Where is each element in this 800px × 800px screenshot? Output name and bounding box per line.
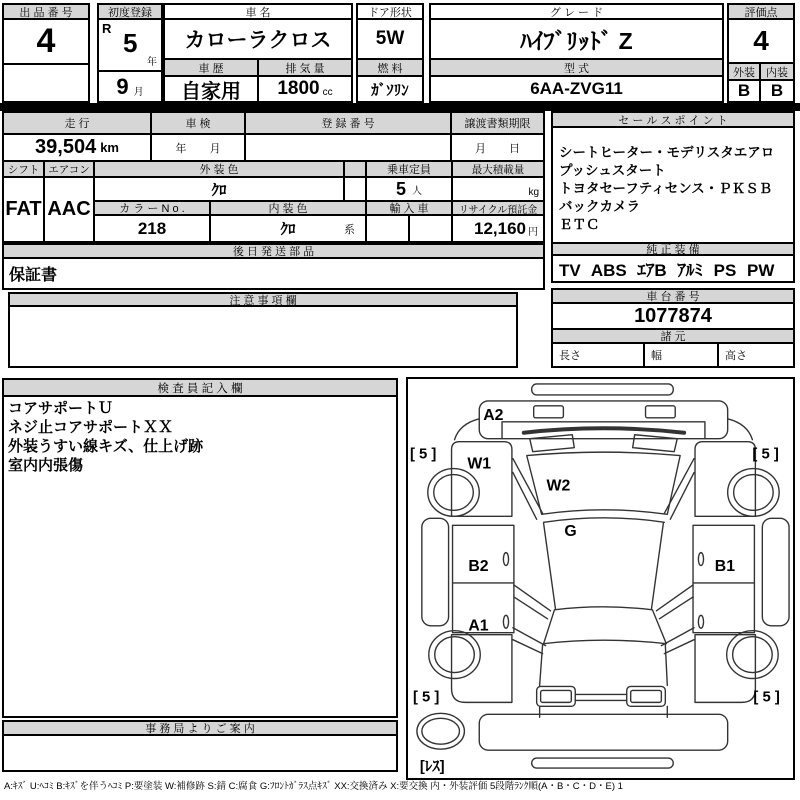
registration-no-value — [246, 135, 452, 162]
transfer-deadline-value-cell — [452, 135, 543, 162]
history-label: 車 歴 — [165, 60, 259, 77]
caution-label: 注 意 事 項 欄 — [10, 294, 516, 307]
door-handle-rear-right — [698, 615, 703, 628]
history-value: 自家用 — [165, 77, 259, 101]
door-handle-front-left — [503, 553, 508, 566]
recycle-unit: 円 — [528, 227, 538, 238]
mileage-unit: km — [100, 140, 119, 155]
office-value — [4, 736, 396, 770]
mileage-label: 走 行 — [4, 113, 152, 135]
color-no-value: 218 — [95, 216, 211, 241]
displacement-value: 1800 — [277, 78, 320, 99]
lot-label: 出 品 番 号 — [4, 5, 88, 20]
a-pillar-left — [513, 459, 543, 520]
headlight-right — [646, 406, 676, 418]
roof-front-line — [544, 518, 665, 522]
wiper-right — [633, 435, 678, 452]
separator-bar — [0, 103, 800, 111]
wheel-rear-left — [429, 631, 480, 679]
score-label: 評価点 — [729, 5, 793, 20]
inspector-note: ネジ止コアサポートＸＸ — [8, 419, 174, 436]
inspection-label: 車 検 — [152, 113, 246, 135]
inspector-note: コアサポートＵ — [8, 400, 114, 417]
office-box — [2, 720, 398, 772]
first-registration-box — [97, 3, 163, 103]
max-load-label: 最大積載量 — [453, 162, 543, 178]
front-fender-left — [452, 442, 512, 517]
car-diagram — [408, 379, 793, 778]
exterior-color-label: 外 装 色 — [95, 162, 345, 178]
sales-point-item: プッシュスタート — [559, 163, 666, 178]
front-connector-right — [728, 419, 753, 440]
diagram-label-g: G — [564, 523, 577, 541]
diagram-label-b2: B2 — [468, 558, 489, 576]
car-diagram-box — [406, 377, 795, 780]
wheel-rear-right-inner — [733, 637, 773, 673]
fuel-label: 燃 料 — [358, 60, 422, 77]
c-pillar-left-upper — [514, 585, 551, 619]
month-unit: 月 — [133, 87, 144, 98]
front-end-panel — [479, 401, 727, 439]
height-label: 高さ — [725, 350, 747, 362]
sales-point-item: シートヒーター・モデリスタエアロ — [559, 145, 775, 160]
front-connector-left — [455, 419, 480, 440]
spare-tire-label: [ﾚｽ] — [419, 759, 445, 776]
front-bumper-strip — [532, 384, 674, 395]
first-registration-month-cell — [99, 72, 161, 101]
c-pillar-right-lower — [661, 628, 694, 654]
rear-window — [544, 607, 667, 644]
car-name-label: 車 名 — [165, 5, 351, 20]
grade-box — [429, 3, 724, 103]
equipment-label: 純 正 装 備 — [553, 242, 793, 256]
door-handle-front-right — [698, 553, 703, 566]
taillight-left-inner — [541, 690, 572, 702]
displacement-label: 排 気 量 — [259, 60, 351, 77]
sales-point-item: ＥＴＣ — [559, 217, 600, 232]
wiper-left — [530, 435, 575, 452]
fuel-value: ｶﾞｿﾘﾝ — [371, 81, 409, 99]
taillight-bar — [575, 694, 626, 700]
dimensions-label: 諸 元 — [553, 330, 793, 344]
grade-label: グ レ ー ド — [431, 5, 722, 20]
interior-color-value-cell — [211, 216, 367, 241]
inspector-label: 検 査 員 記 入 欄 — [4, 380, 396, 397]
max-load-unit: kg — [453, 178, 543, 202]
cowl-strip — [524, 428, 684, 432]
inspector-box — [2, 378, 398, 718]
lot-box — [2, 3, 90, 103]
width-label: 幅 — [645, 344, 719, 366]
lot-empty-cell — [4, 65, 88, 101]
recycle-label: リサイクル預託金 — [453, 202, 543, 216]
mileage-value-cell — [4, 135, 152, 162]
capacity-value-cell — [367, 178, 453, 202]
rear-fender-right — [695, 635, 755, 703]
era-code: R — [102, 21, 112, 36]
interior-color-value: ｸﾛ — [280, 221, 296, 238]
car-name-value: カローラクロス — [165, 20, 351, 60]
exterior-label: 外装 — [729, 64, 761, 81]
wheel-rear-right — [727, 631, 778, 679]
inspection-month-placeholder: 月 — [209, 142, 221, 155]
c-pillar-left-lower — [513, 628, 546, 654]
door-box — [356, 3, 424, 103]
capacity-unit: 人 — [412, 186, 422, 197]
cabin-side-lines — [544, 523, 664, 609]
rear-bumper — [479, 714, 727, 750]
wheel-rear-left-inner — [435, 637, 475, 673]
equipment-value: TV ABS ｴｱB ｱﾙﾐ PS PW — [559, 261, 775, 280]
door-label: ドア形状 — [358, 5, 422, 20]
side-sill-left — [422, 518, 449, 625]
car-name-box — [163, 3, 353, 103]
tire-rating-rear-right: [ 5 ] — [753, 689, 780, 706]
registration-month: 9 — [116, 73, 129, 99]
displacement-unit: cc — [322, 87, 333, 98]
sales-points-label: セ ー ル ス ポ イ ン ト — [553, 113, 793, 128]
wheel-front-left-inner — [434, 475, 474, 511]
length-label: 長さ — [553, 344, 645, 366]
diagram-label-w2: W2 — [546, 477, 571, 495]
rear-fender-left — [452, 635, 512, 703]
damage-code-legend: A:ｷｽﾞ U:ﾍｺﾐ B:ｷｽﾞを伴うﾍｺﾐ P:要塗装 W:補修跡 S:錆 C:腐食 G:ﾌﾛﾝﾄｶﾞﾗｽ点ｷｽﾞ XX:交換済み X:要交換 内・外装評価 5段階ﾗﾝｸ順(A・B・C・D・E) 1 — [4, 781, 623, 792]
taillight-right-inner — [631, 690, 662, 702]
inspector-notes-list — [4, 399, 396, 475]
first-registration-label: 初度登録 — [99, 5, 161, 20]
inspector-note: 室内内張傷 — [8, 457, 84, 474]
spare-tire-inner — [422, 718, 460, 744]
taillight-left — [537, 686, 576, 706]
capacity-label: 乗車定員 — [367, 162, 453, 178]
door-value: 5W — [358, 20, 422, 60]
wheel-front-left — [428, 469, 479, 517]
spacer-header-cell — [345, 162, 367, 178]
color-no-label: カ ラ ー N o . — [95, 202, 211, 216]
later-parts-box — [2, 243, 545, 290]
interior-label: 内装 — [761, 64, 793, 81]
recycle-value: 12,160 — [474, 218, 526, 238]
tire-rating-rear-left: [ 5 ] — [412, 689, 440, 706]
exterior-color-value: ｸﾛ — [95, 178, 345, 202]
score-value: 4 — [729, 20, 793, 64]
mileage-value: 39,504 — [35, 136, 97, 158]
diagram-label-a2: A2 — [483, 406, 504, 424]
inspection-value-cell — [152, 135, 246, 162]
import-value-cell-1 — [367, 216, 410, 241]
aircon-value: AAC — [45, 178, 95, 241]
chassis-value: 1077874 — [553, 304, 793, 330]
shift-label: シフト — [4, 162, 45, 178]
wheel-front-right-inner — [734, 475, 774, 511]
inspection-year-placeholder: 年 — [175, 142, 187, 155]
interior-color-suffix: 系 — [344, 223, 355, 236]
diagram-label-b1: B1 — [714, 558, 736, 576]
c-pillar-right-upper — [656, 585, 693, 619]
rear-bumper-strip — [532, 758, 674, 768]
transfer-deadline-label: 譲渡書類期限 — [452, 113, 543, 135]
chassis-box — [551, 288, 795, 368]
interior-color-label: 内 装 色 — [211, 202, 367, 216]
shift-value: FAT — [4, 178, 45, 241]
sales-point-item: トヨタセーフティセンス・ＰＫＳＢ — [559, 181, 773, 196]
taillight-right — [627, 686, 666, 706]
displacement-value-cell — [259, 77, 351, 101]
recycle-value-cell — [453, 216, 543, 241]
caution-box — [8, 292, 518, 368]
later-parts-value: 保証書 — [9, 267, 58, 284]
first-registration-year-cell — [99, 20, 161, 72]
model-label: 型 式 — [431, 60, 722, 77]
tire-rating-front-left: [ 5 ] — [409, 446, 437, 463]
sales-point-item: バックカメラ — [559, 199, 640, 214]
sales-points-box — [551, 111, 795, 283]
tire-rating-front-right: [ 5 ] — [752, 446, 779, 463]
grade-value: ﾊｲﾌﾞﾘｯﾄﾞ Z — [431, 20, 722, 60]
sales-points-list — [553, 144, 793, 234]
model-value: 6AA-ZVG11 — [530, 79, 623, 98]
score-box — [727, 3, 795, 103]
spec-box — [2, 111, 545, 243]
lot-value: 4 — [4, 20, 88, 65]
office-label: 事 務 局 よ り ご 案 内 — [4, 722, 396, 736]
chassis-label: 車 台 番 号 — [553, 290, 793, 304]
door-handle-rear-left — [503, 615, 508, 628]
caution-value — [10, 307, 516, 366]
year-unit: 年 — [147, 57, 157, 68]
diagram-label-a1: A1 — [468, 617, 489, 635]
aircon-label: エアコン — [45, 162, 95, 178]
registration-year: 5 — [123, 28, 138, 58]
diagram-label-w1: W1 — [467, 455, 492, 473]
transfer-day-placeholder: 日 — [509, 142, 520, 155]
side-sill-right — [762, 518, 789, 625]
capacity-value: 5 — [395, 178, 406, 199]
transfer-month-placeholder: 月 — [475, 142, 486, 155]
headlight-left — [534, 406, 564, 418]
interior-grade: B — [770, 81, 784, 100]
registration-no-label: 登 録 番 号 — [246, 113, 452, 135]
exterior-grade: B — [729, 81, 761, 101]
import-label: 輸 入 車 — [367, 202, 453, 216]
spacer-value-cell — [345, 178, 367, 202]
wheel-front-right — [728, 469, 779, 517]
inspector-note: 外装うすい線キズ、仕上げ跡 — [8, 438, 204, 455]
import-value-cell-2 — [410, 216, 453, 241]
front-fender-right — [695, 442, 755, 517]
later-parts-label: 後 日 発 送 部 品 — [4, 245, 543, 259]
